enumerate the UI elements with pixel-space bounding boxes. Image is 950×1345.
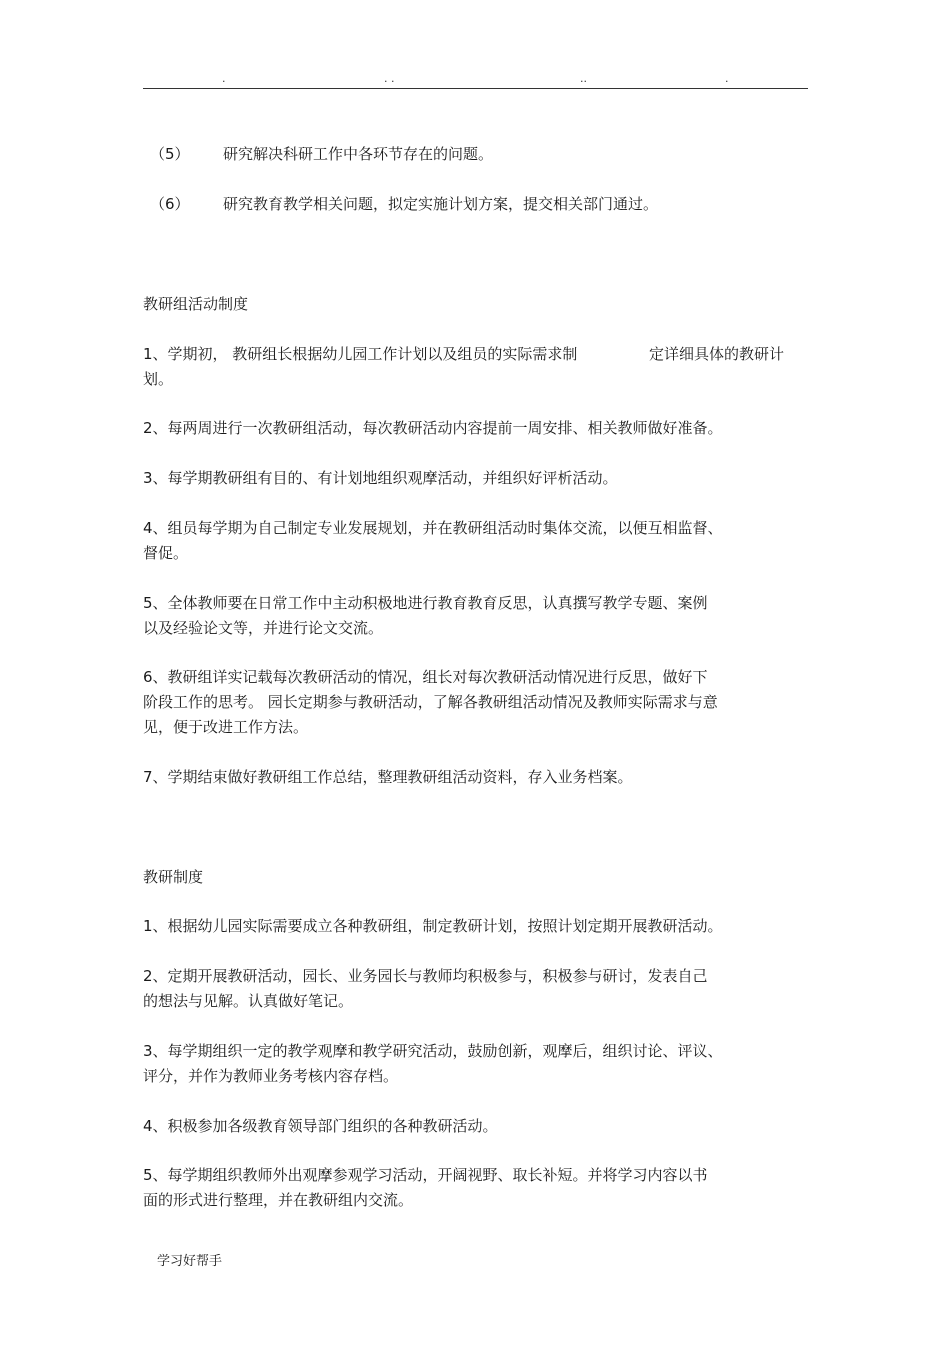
paragraph-line: 阶段工作的思考。 园长定期参与教研活动，了解各教研组活动情况及教师实际需求与意 <box>143 693 718 711</box>
section-title: 教研组活动制度 <box>143 295 249 313</box>
header-dot: .. <box>580 72 587 85</box>
paragraph-line: 4、组员每学期为自己制定专业发展规划，并在教研组活动时集体交流，以便互相监督、 <box>143 519 723 537</box>
item-number: （5） <box>150 145 190 163</box>
paragraph-line: 划。 <box>143 370 174 388</box>
paragraph: 4、积极参加各级教育领导部门组织的各种教研活动。 <box>143 1117 498 1135</box>
paragraph-line: 以及经验论文等，并进行论文交流。 <box>143 619 384 637</box>
header-dot: . . <box>384 72 395 85</box>
paragraph-line: 6、教研组详实记载每次教研活动的情况，组长对每次教研活动情况进行反思，做好下 <box>143 668 708 686</box>
paragraph-line: 督促。 <box>143 544 189 562</box>
paragraph-line: 定详细具体的教研计 <box>649 345 785 363</box>
paragraph-line: 的想法与见解。认真做好笔记。 <box>143 992 354 1010</box>
paragraph: 7、学期结束做好教研组工作总结，整理教研组活动资料，存入业务档案。 <box>143 768 633 786</box>
section-title: 教研制度 <box>143 868 204 886</box>
paragraph: 3、每学期教研组有目的、有计划地组织观摩活动，并组织好评析活动。 <box>143 469 618 487</box>
paragraph: 2、每两周进行一次教研组活动，每次教研活动内容提前一周安排、相关教师做好准备。 <box>143 419 723 437</box>
paragraph-line: 3、每学期组织一定的教学观摩和教学研究活动，鼓励创新，观摩后，组织讨论、评议、 <box>143 1042 723 1060</box>
item-number: （6） <box>150 195 190 213</box>
paragraph-line: 5、每学期组织教师外出观摩参观学习活动，开阔视野、取长补短。并将学习内容以书 <box>143 1166 708 1184</box>
paragraph: 1、根据幼儿园实际需要成立各种教研组，制定教研计划，按照计划定期开展教研活动。 <box>143 917 723 935</box>
footer-text: 学习好帮手 <box>157 1254 223 1269</box>
paragraph-line: 1、学期初， 教研组长根据幼儿园工作计划以及组员的实际需求制 <box>143 345 578 363</box>
item-text: 研究解决科研工作中各环节存在的问题。 <box>223 145 494 163</box>
item-text: 研究教育教学相关问题，拟定实施计划方案，提交相关部门通过。 <box>223 195 659 213</box>
header-dot: . <box>725 72 729 85</box>
paragraph-line: 2、定期开展教研活动，园长、业务园长与教师均积极参与，积极参与研讨，发表自己 <box>143 967 708 985</box>
paragraph-line: 5、全体教师要在日常工作中主动积极地进行教育教育反思，认真撰写教学专题、案例 <box>143 594 708 612</box>
header-rule <box>143 88 808 89</box>
paragraph-line: 见，便于改进工作方法。 <box>143 718 309 736</box>
paragraph-line: 面的形式进行整理，并在教研组内交流。 <box>143 1191 414 1209</box>
paragraph-line: 评分，并作为教师业务考核内容存档。 <box>143 1067 399 1085</box>
header-dot: . <box>222 72 226 85</box>
